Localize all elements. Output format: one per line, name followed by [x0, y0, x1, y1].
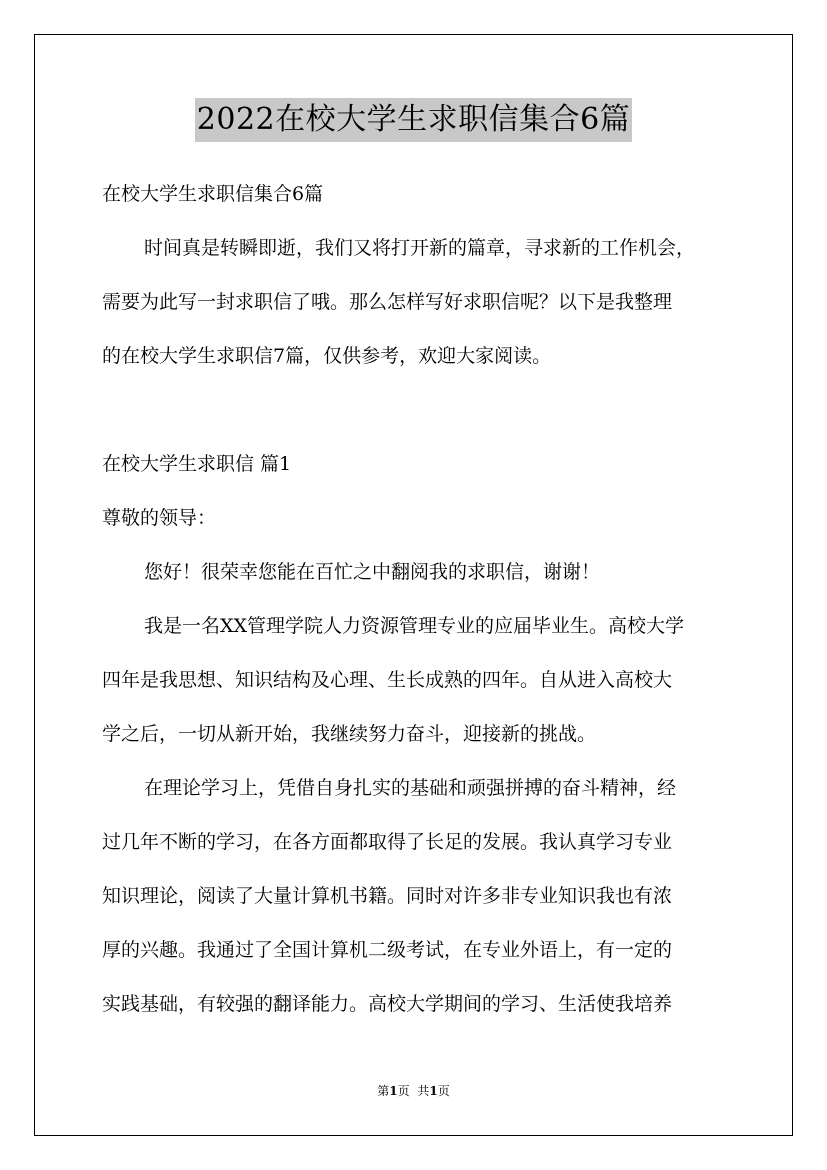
- paragraph-line: 知识理论，阅读了大量计算机书籍。同时对许多非专业知识我也有浓: [102, 885, 673, 907]
- blank-line: [102, 388, 742, 442]
- paragraph-line: 我是一名XX管理学院人力资源管理专业的应届毕业生。高校大学: [144, 615, 685, 637]
- paragraph-line: 四年是我思想、知识结构及心理、生长成熟的四年。自从进入高校大: [102, 669, 673, 691]
- page-suffix: 页: [397, 1084, 410, 1098]
- paragraph-line: 实践基础，有较强的翻译能力。高校大学期间的学习、生活使我培养: [102, 993, 673, 1015]
- page-prefix: 第: [377, 1084, 390, 1098]
- subtitle: 在校大学生求职信集合6篇: [102, 183, 324, 205]
- intro-line: 的在校大学生求职信7篇，仅供参考，欢迎大家阅读。: [102, 345, 552, 367]
- section-heading: 在校大学生求职信 篇1: [102, 453, 292, 475]
- paragraph-line: 过几年不断的学习，在各方面都取得了长足的发展。我认真学习专业: [102, 831, 673, 853]
- intro-line: 需要为此写一封求职信了哦。那么怎样写好求职信呢？以下是我整理: [102, 291, 673, 313]
- title-container: [0, 98, 827, 142]
- total-prefix: 共: [417, 1084, 430, 1098]
- intro-line: 时间真是转瞬即逝，我们又将打开新的篇章，寻求新的工作机会，: [144, 237, 696, 259]
- paragraph-line: 厚的兴趣。我通过了全国计算机二级考试，在专业外语上，有一定的: [102, 939, 673, 961]
- salutation: 尊敬的领导：: [102, 507, 217, 529]
- page-number: 1: [389, 1084, 398, 1098]
- document-body: [102, 172, 742, 1036]
- page-footer: [0, 1082, 827, 1099]
- document-title: 2022在校大学生求职信集合6篇: [195, 98, 632, 142]
- greeting: 您好！很荣幸您能在百忙之中翻阅我的求职信，谢谢！: [144, 561, 601, 583]
- total-pages: 1: [429, 1084, 438, 1098]
- paragraph-line: 在理论学习上，凭借自身扎实的基础和顽强拼搏的奋斗精神，经: [144, 777, 677, 799]
- total-suffix: 页: [437, 1084, 450, 1098]
- paragraph-line: 学之后，一切从新开始，我继续努力奋斗，迎接新的挑战。: [102, 723, 597, 745]
